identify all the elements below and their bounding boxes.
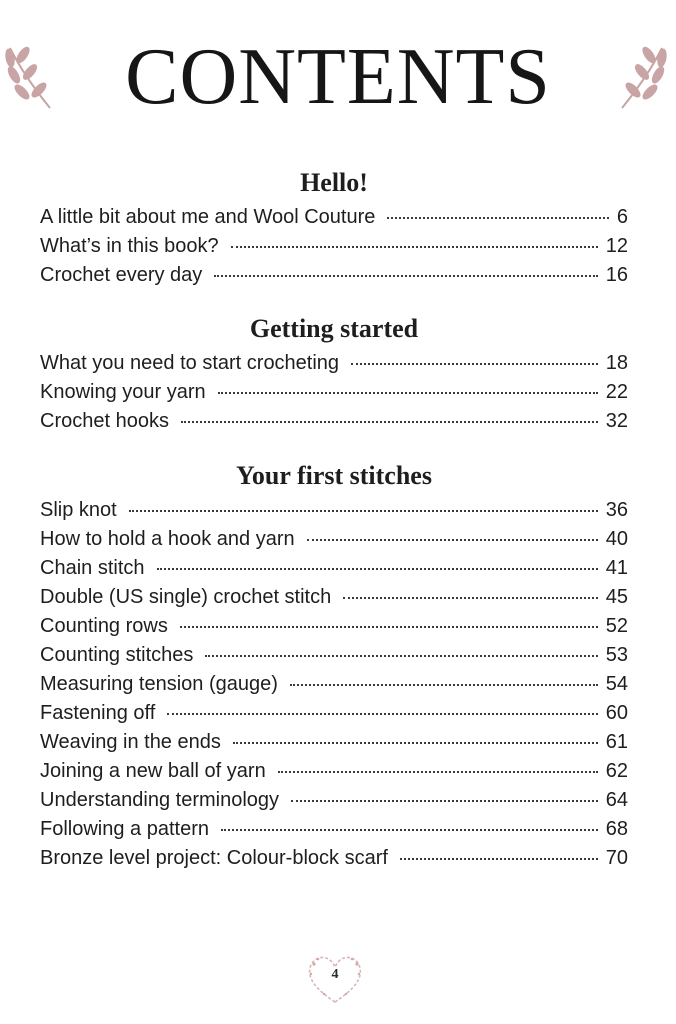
toc-entry-page: 53 [605,644,628,666]
toc-entry[interactable] [40,554,628,583]
toc-entry-page: 45 [605,586,628,608]
toc-section-getting-started [40,313,628,436]
toc-entry-page: 62 [605,760,628,782]
toc-entry-label: Measuring tension (gauge) [40,673,278,695]
toc-entry-label: Crochet hooks [40,410,169,432]
toc-section-hello [40,167,628,290]
toc-entry-page: 70 [605,847,628,869]
toc-entry[interactable] [40,670,628,699]
toc-entry-label: What’s in this book? [40,235,219,257]
toc-entry-page: 61 [605,731,628,753]
dot-leader [290,684,598,686]
dot-leader [231,246,598,248]
toc-entry-label: Counting stitches [40,644,194,666]
toc-entry-page: 18 [605,352,628,374]
toc-entry-page: 52 [605,615,628,637]
dot-leader [167,713,597,715]
section-heading: Hello! [300,168,368,197]
toc-entry[interactable] [40,641,628,670]
toc-entry[interactable] [40,203,628,232]
toc-entry[interactable] [40,525,628,554]
toc-entry-label: Knowing your yarn [40,381,206,403]
toc-entry[interactable] [40,407,628,436]
dot-leader [218,392,598,394]
toc-entry-page: 60 [605,702,628,724]
dot-leader [181,421,598,423]
dot-leader [157,568,598,570]
toc-entry[interactable] [40,612,628,641]
toc-entry-label: Double (US single) crochet stitch [40,586,332,608]
toc-entry-label: What you need to start crocheting [40,352,340,374]
dot-leader [205,655,597,657]
toc-entry[interactable] [40,844,628,873]
toc-entry-page: 41 [605,557,628,579]
section-heading: Getting started [249,314,419,343]
toc-entry-label: A little bit about me and Wool Couture [40,206,376,228]
toc-entry-label: Understanding terminology [40,789,280,811]
toc-entry[interactable] [40,757,628,786]
toc-entry[interactable] [40,349,628,378]
toc-entry-page: 32 [605,410,628,432]
toc-entry-page: 64 [605,789,628,811]
toc-entry-page: 40 [605,528,628,550]
dot-leader [214,275,597,277]
toc-entry-label: Fastening off [40,702,156,724]
toc-entry-page: 68 [605,818,628,840]
dot-leader [291,800,598,802]
toc-entry[interactable] [40,786,628,815]
dot-leader [278,771,598,773]
toc-entry[interactable] [40,261,628,290]
toc-entry[interactable] [40,378,628,407]
laurel-sprig-icon [616,42,670,114]
laurel-sprig-icon [2,42,56,114]
dot-leader [129,510,598,512]
dot-leader [387,217,608,219]
toc-entry-label: Weaving in the ends [40,731,221,753]
toc-entry-label: Bronze level project: Colour-block scarf [40,847,388,869]
toc-entry-label: Chain stitch [40,557,145,579]
toc-entry[interactable] [40,496,628,525]
dot-leader [180,626,598,628]
dot-leader [233,742,598,744]
toc-entry-page: 16 [605,264,628,286]
dot-leader [343,597,598,599]
dot-leader [221,829,598,831]
toc-entry-label: How to hold a hook and yarn [40,528,295,550]
toc-entry[interactable] [40,815,628,844]
toc-entry-page: 54 [605,673,628,695]
toc-section-first-stitches [40,460,628,873]
dot-leader [400,858,598,860]
toc-entry-page: 22 [605,381,628,403]
page-title: CONTENTS [125,33,551,121]
toc-entry[interactable] [40,699,628,728]
section-heading: Your first stitches [236,461,432,490]
toc-entry[interactable] [40,728,628,757]
toc-entry-label: Crochet every day [40,264,203,286]
page-number: 4 [331,967,339,982]
dot-leader [351,363,598,365]
toc-entry-page: 36 [605,499,628,521]
toc-entry-label: Slip knot [40,499,117,521]
toc-entry-label: Joining a new ball of yarn [40,760,266,782]
toc-entry-page: 12 [605,235,628,257]
toc-entry[interactable] [40,583,628,612]
toc-entry-label: Following a pattern [40,818,209,840]
toc-entry-label: Counting rows [40,615,168,637]
toc-entry[interactable] [40,232,628,261]
toc-entry-page: 6 [616,206,628,228]
dot-leader [307,539,598,541]
